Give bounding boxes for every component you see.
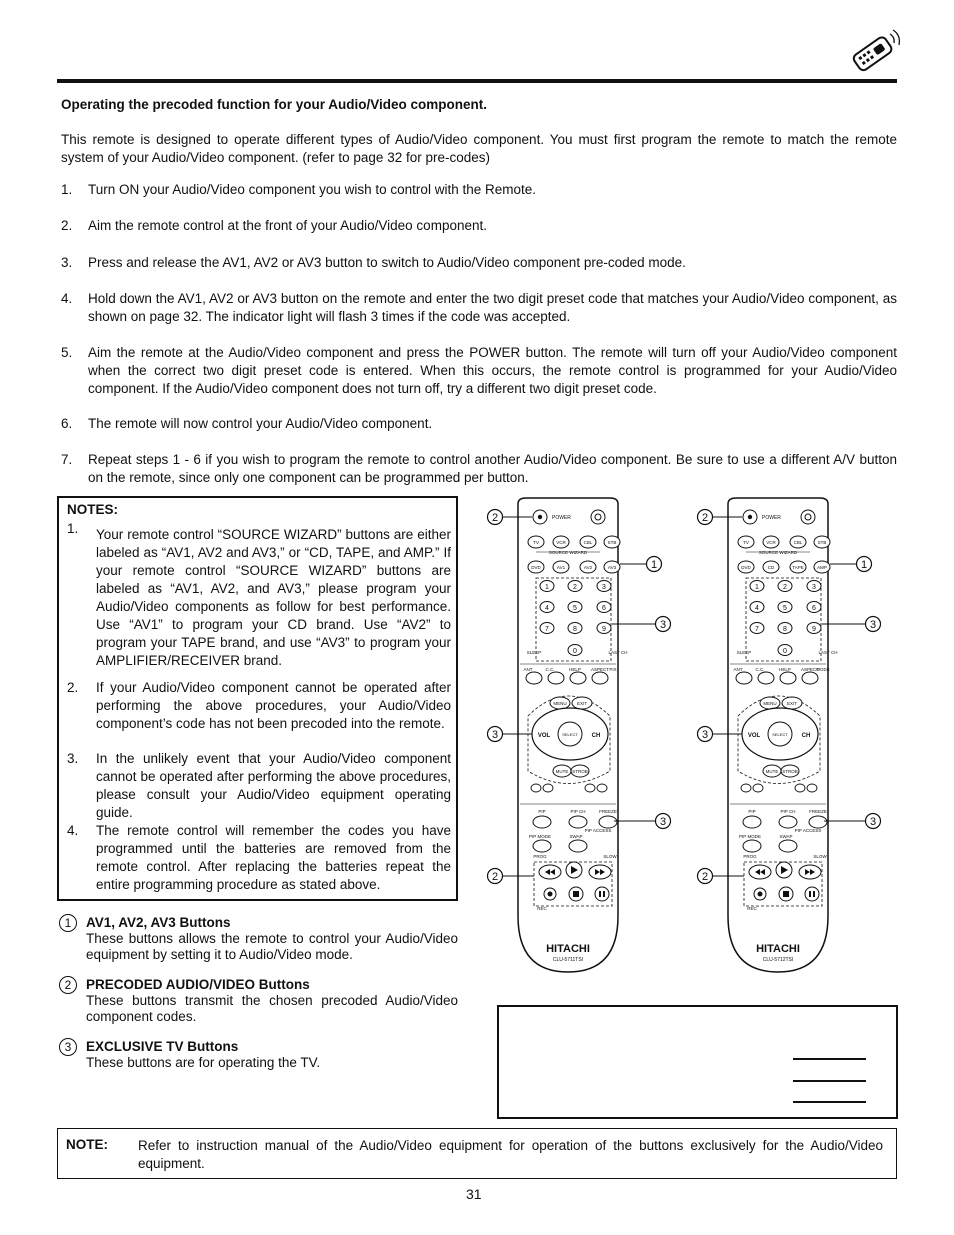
callout-number: 3 bbox=[491, 729, 499, 741]
pause-icon bbox=[599, 891, 601, 897]
step-text: Aim the remote at the Audio/Video component and press the POWER button. The remote will turn off your Audio/Video component when the correct two digit preset code is entered. When this occurs, the remote control is programmed for your Audio/Video component. If the Audio/Video component does not turn off, try a different two digit preset code. bbox=[88, 345, 897, 396]
step-item bbox=[61, 290, 897, 326]
source-button-label: CBL bbox=[583, 540, 593, 545]
pause-icon bbox=[813, 891, 815, 897]
pause-button bbox=[595, 887, 609, 901]
mute-label: MUTE bbox=[765, 769, 779, 774]
callout-number: 3 bbox=[701, 729, 709, 741]
digit-label: 8 bbox=[783, 626, 787, 633]
pause-icon bbox=[603, 891, 605, 897]
small-button bbox=[795, 784, 805, 792]
legend-description: These buttons are for operating the TV. bbox=[86, 1055, 321, 1070]
step-item bbox=[61, 451, 897, 487]
legend-title: PRECODED AUDIO/VIDEO Buttons bbox=[86, 977, 310, 992]
mute-label: MUTE bbox=[555, 769, 569, 774]
note-text: The remote control will remember the codes you have programmed until the batteries are removed from the remote control. After replacing the batteries repeat the entire programming procedure as stated above. bbox=[96, 823, 451, 892]
function-label: ANT bbox=[523, 667, 533, 672]
note-item bbox=[67, 750, 451, 822]
freeze-label: FREEZE bbox=[599, 809, 617, 814]
digit-label: 8 bbox=[573, 626, 577, 633]
digit-label: 5 bbox=[573, 605, 577, 612]
step-number: 1. bbox=[61, 182, 73, 197]
note-number: 2. bbox=[67, 680, 79, 695]
note-label: NOTE: bbox=[66, 1137, 108, 1152]
record-icon bbox=[758, 892, 763, 897]
intro-paragraph: This remote is designed to operate different types of Audio/Video component. You must first program the remote to match the remote system of your Audio/Video component. (refer to page 32 for pre-codes) bbox=[61, 132, 897, 165]
last-ch-label: LAST CH bbox=[818, 650, 838, 655]
strob-label: STROB bbox=[782, 769, 798, 774]
remote-control-icon bbox=[846, 24, 902, 80]
pip-label: PIP bbox=[748, 809, 756, 814]
blank-line bbox=[793, 1080, 866, 1082]
brand-logo: HITACHI bbox=[756, 943, 800, 955]
legend-description: These buttons transmit the chosen precoded Audio/Video component codes. bbox=[86, 993, 458, 1024]
function-label: ASPECT bbox=[800, 667, 820, 672]
swap-label: SWAP bbox=[569, 834, 583, 839]
pause-icon bbox=[809, 891, 811, 897]
pip-ch-label: PIP CH bbox=[780, 809, 796, 814]
note-text: If your Audio/Video component cannot be operated after performing the above procedures, your Audio/Video component’s code has not been precoded into the remote. bbox=[96, 680, 451, 731]
ch-label: CH bbox=[591, 733, 601, 739]
pip-button bbox=[569, 816, 587, 828]
function-button bbox=[802, 672, 818, 684]
source-button-label: CD bbox=[767, 565, 775, 570]
step-text: Turn ON your Audio/Video component you wish to control with the Remote. bbox=[88, 182, 536, 197]
blank-code-box bbox=[497, 1005, 898, 1119]
small-button bbox=[807, 784, 817, 792]
digit-label: 9 bbox=[602, 626, 606, 633]
function-button bbox=[736, 672, 752, 684]
note-number: 4. bbox=[67, 823, 79, 838]
stop-icon bbox=[783, 891, 789, 897]
source-button-label: AV2 bbox=[583, 565, 593, 570]
callout-number: 2 bbox=[701, 512, 709, 524]
pip-mode-label: PIP MODE bbox=[739, 834, 761, 839]
pip-button bbox=[533, 816, 551, 828]
exit-label: EXIT bbox=[786, 701, 798, 706]
function-label: C.C. bbox=[545, 667, 555, 672]
digit-label: 6 bbox=[812, 605, 816, 612]
step-item bbox=[61, 415, 897, 433]
step-text: Aim the remote control at the front of your Audio/Video component. bbox=[88, 218, 487, 233]
header-rule bbox=[57, 79, 897, 83]
function-label: ASPECT bbox=[590, 667, 610, 672]
blank-line bbox=[793, 1101, 866, 1103]
source-button-label: TV bbox=[533, 540, 539, 545]
pip-button bbox=[779, 840, 797, 852]
ch-label: CH bbox=[801, 733, 811, 739]
digit-label: 3 bbox=[602, 584, 606, 591]
callout-number: 1 bbox=[59, 914, 77, 932]
pip-mode-label: PIP MODE bbox=[529, 834, 551, 839]
legend-description: These buttons allows the remote to control your Audio/Video equipment by setting it to Audio/Video mode. bbox=[86, 931, 458, 962]
small-button bbox=[585, 784, 595, 792]
light-button bbox=[591, 510, 605, 524]
source-button-label: DVD bbox=[741, 565, 751, 570]
section-heading: Operating the precoded function for your Audio/Video component. bbox=[61, 97, 488, 112]
digit-label: 3 bbox=[812, 584, 816, 591]
light-button bbox=[801, 510, 815, 524]
model-number: CLU-5711TSI bbox=[552, 957, 584, 963]
rec-label: REC bbox=[537, 906, 547, 911]
pip-button bbox=[779, 816, 797, 828]
digit-label: 7 bbox=[755, 626, 759, 633]
callout-number: 2 bbox=[701, 871, 709, 883]
legend-title: EXCLUSIVE TV Buttons bbox=[86, 1039, 239, 1054]
source-button-label: VCR bbox=[766, 540, 776, 545]
remote-illustration-cd-tape-amp bbox=[688, 496, 896, 986]
step-number: 4. bbox=[61, 291, 73, 306]
small-button bbox=[531, 784, 541, 792]
note-number: 1. bbox=[67, 521, 79, 536]
step-number: 3. bbox=[61, 255, 73, 270]
step-number: 7. bbox=[61, 452, 73, 467]
model-number: CLU-5712TSI bbox=[762, 957, 794, 963]
callout-number: 3 bbox=[869, 816, 877, 828]
digit-label: 9 bbox=[812, 626, 816, 633]
function-label: C.C. bbox=[755, 667, 765, 672]
function-label: MODE bbox=[816, 667, 830, 672]
pip-button bbox=[569, 840, 587, 852]
prog-label: PROG bbox=[743, 854, 757, 859]
callout-number: 1 bbox=[860, 559, 868, 571]
small-button bbox=[741, 784, 751, 792]
source-button-label: STB bbox=[817, 540, 827, 545]
power-label: POWER bbox=[762, 515, 781, 521]
footer-note bbox=[57, 1128, 897, 1179]
callout-number: 2 bbox=[491, 512, 499, 524]
function-button bbox=[570, 672, 586, 684]
zero-label: 0 bbox=[573, 648, 577, 655]
pip-button bbox=[743, 840, 761, 852]
function-button bbox=[592, 672, 608, 684]
note-item bbox=[67, 520, 451, 670]
prog-label: PROG bbox=[533, 854, 547, 859]
step-item bbox=[61, 181, 897, 199]
function-button bbox=[548, 672, 564, 684]
pip-button bbox=[533, 840, 551, 852]
callout-number: 3 bbox=[869, 619, 877, 631]
brand-logo: HITACHI bbox=[546, 943, 590, 955]
digit-label: 2 bbox=[783, 584, 787, 591]
exit-label: EXIT bbox=[576, 701, 588, 706]
notes-box bbox=[57, 496, 458, 901]
source-wizard-label: SOURCE WIZARD bbox=[548, 550, 588, 555]
digit-label: 1 bbox=[545, 584, 549, 591]
digit-label: 2 bbox=[573, 584, 577, 591]
function-label: PIX bbox=[609, 667, 617, 672]
source-button-label: DVD bbox=[531, 565, 541, 570]
power-indicator bbox=[748, 515, 752, 519]
note-item bbox=[67, 679, 451, 733]
step-item bbox=[61, 254, 897, 272]
swap-label: SWAP bbox=[779, 834, 793, 839]
slow-label: SLOW bbox=[813, 854, 827, 859]
power-label: POWER bbox=[552, 515, 571, 521]
sleep-label: SLEEP bbox=[526, 650, 542, 655]
step-text: Repeat steps 1 - 6 if you wish to program the remote to control another Audio/Video component. Be sure to use a different A/V button on the remote, since only one component can be programmed per button. bbox=[88, 452, 897, 485]
function-button bbox=[780, 672, 796, 684]
callout-number: 3 bbox=[659, 816, 667, 828]
function-button bbox=[758, 672, 774, 684]
pause-button bbox=[805, 887, 819, 901]
digit-label: 4 bbox=[545, 605, 549, 612]
source-button-label: STB bbox=[607, 540, 617, 545]
source-button-label: TAPE bbox=[792, 565, 804, 570]
freeze-label: FREEZE bbox=[809, 809, 827, 814]
page-number: 31 bbox=[466, 1186, 482, 1202]
source-button-label: VCR bbox=[556, 540, 566, 545]
select-label: SELECT bbox=[772, 732, 788, 737]
step-number: 5. bbox=[61, 345, 73, 360]
pip-label: PIP bbox=[538, 809, 546, 814]
note-text: Refer to instruction manual of the Audio/Video equipment for operation of the buttons exclusively for the Audio/Video equipment. bbox=[138, 1138, 883, 1171]
digit-label: 7 bbox=[545, 626, 549, 633]
pip-button bbox=[599, 816, 617, 828]
step-number: 6. bbox=[61, 416, 73, 431]
sleep-label: SLEEP bbox=[736, 650, 752, 655]
digit-label: 4 bbox=[755, 605, 759, 612]
callout-number: 1 bbox=[650, 559, 658, 571]
digit-label: 6 bbox=[602, 605, 606, 612]
notes-title: NOTES: bbox=[67, 502, 119, 517]
strob-label: STROB bbox=[572, 769, 588, 774]
legend-title: AV1, AV2, AV3 Buttons bbox=[86, 915, 231, 930]
record-icon bbox=[548, 892, 553, 897]
note-number: 3. bbox=[67, 751, 79, 766]
pip-access-label: PIP ACCESS bbox=[794, 828, 822, 833]
blank-line bbox=[793, 1058, 866, 1060]
pip-access-label: PIP ACCESS bbox=[584, 828, 612, 833]
digit-label: 1 bbox=[755, 584, 759, 591]
step-text: Hold down the AV1, AV2 or AV3 button on the remote and enter the two digit preset code that matches your Audio/Video component, as shown on page 32. The indicator light will flash 3 times if the code was accepted. bbox=[88, 291, 897, 324]
note-item bbox=[67, 822, 451, 894]
slow-label: SLOW bbox=[603, 854, 617, 859]
note-text: Your remote control “SOURCE WIZARD” buttons are either labeled as “AV1, AV2 and AV3,” or “CD, TAPE, and AMP.” If your remote control “SOURCE WIZARD” buttons are labeled as “AV1, AV2, and AV3,” please program your Audio/Video components as follow for best performance. Use “AV1” to program your CD brand. Use “AV2” to program your TAPE brand, and use “AV3” to program your AMPLIFIER/RECEIVER brand. bbox=[96, 527, 451, 668]
small-button bbox=[753, 784, 763, 792]
remote-illustration-av bbox=[478, 496, 686, 986]
source-button-label: AV3 bbox=[607, 565, 617, 570]
step-text: The remote will now control your Audio/Video component. bbox=[88, 416, 433, 431]
vol-label: VOL bbox=[537, 733, 551, 739]
source-button-label: TV bbox=[743, 540, 749, 545]
function-label: HELP bbox=[569, 667, 581, 672]
step-item bbox=[61, 344, 897, 398]
callout-number: 2 bbox=[59, 976, 77, 994]
function-label: ANT bbox=[733, 667, 743, 672]
menu-label: MENU bbox=[553, 701, 567, 706]
last-ch-label: LAST CH bbox=[608, 650, 628, 655]
callout-number: 3 bbox=[659, 619, 667, 631]
source-button-label: AMP bbox=[817, 565, 827, 570]
small-button bbox=[597, 784, 607, 792]
digit-label: 5 bbox=[783, 605, 787, 612]
function-label: HELP bbox=[779, 667, 791, 672]
pip-ch-label: PIP CH bbox=[570, 809, 586, 814]
callout-number: 2 bbox=[491, 871, 499, 883]
menu-label: MENU bbox=[763, 701, 777, 706]
function-button bbox=[526, 672, 542, 684]
step-item bbox=[61, 217, 897, 235]
power-indicator bbox=[538, 515, 542, 519]
select-label: SELECT bbox=[562, 732, 578, 737]
callout-number: 3 bbox=[59, 1038, 77, 1056]
small-button bbox=[543, 784, 553, 792]
source-button-label: AV1 bbox=[556, 565, 566, 570]
pip-button bbox=[809, 816, 827, 828]
source-wizard-label: SOURCE WIZARD bbox=[758, 550, 798, 555]
vol-label: VOL bbox=[747, 733, 761, 739]
stop-icon bbox=[573, 891, 579, 897]
source-button-label: CBL bbox=[793, 540, 803, 545]
step-number: 2. bbox=[61, 218, 73, 233]
pip-button bbox=[743, 816, 761, 828]
zero-label: 0 bbox=[783, 648, 787, 655]
step-text: Press and release the AV1, AV2 or AV3 button to switch to Audio/Video component pre-coded mode. bbox=[88, 255, 686, 270]
rec-label: REC bbox=[747, 906, 757, 911]
note-text: In the unlikely event that your Audio/Video component cannot be operated after performing the above procedures, please consult your Audio/Video equipment operating guide. bbox=[96, 751, 451, 820]
